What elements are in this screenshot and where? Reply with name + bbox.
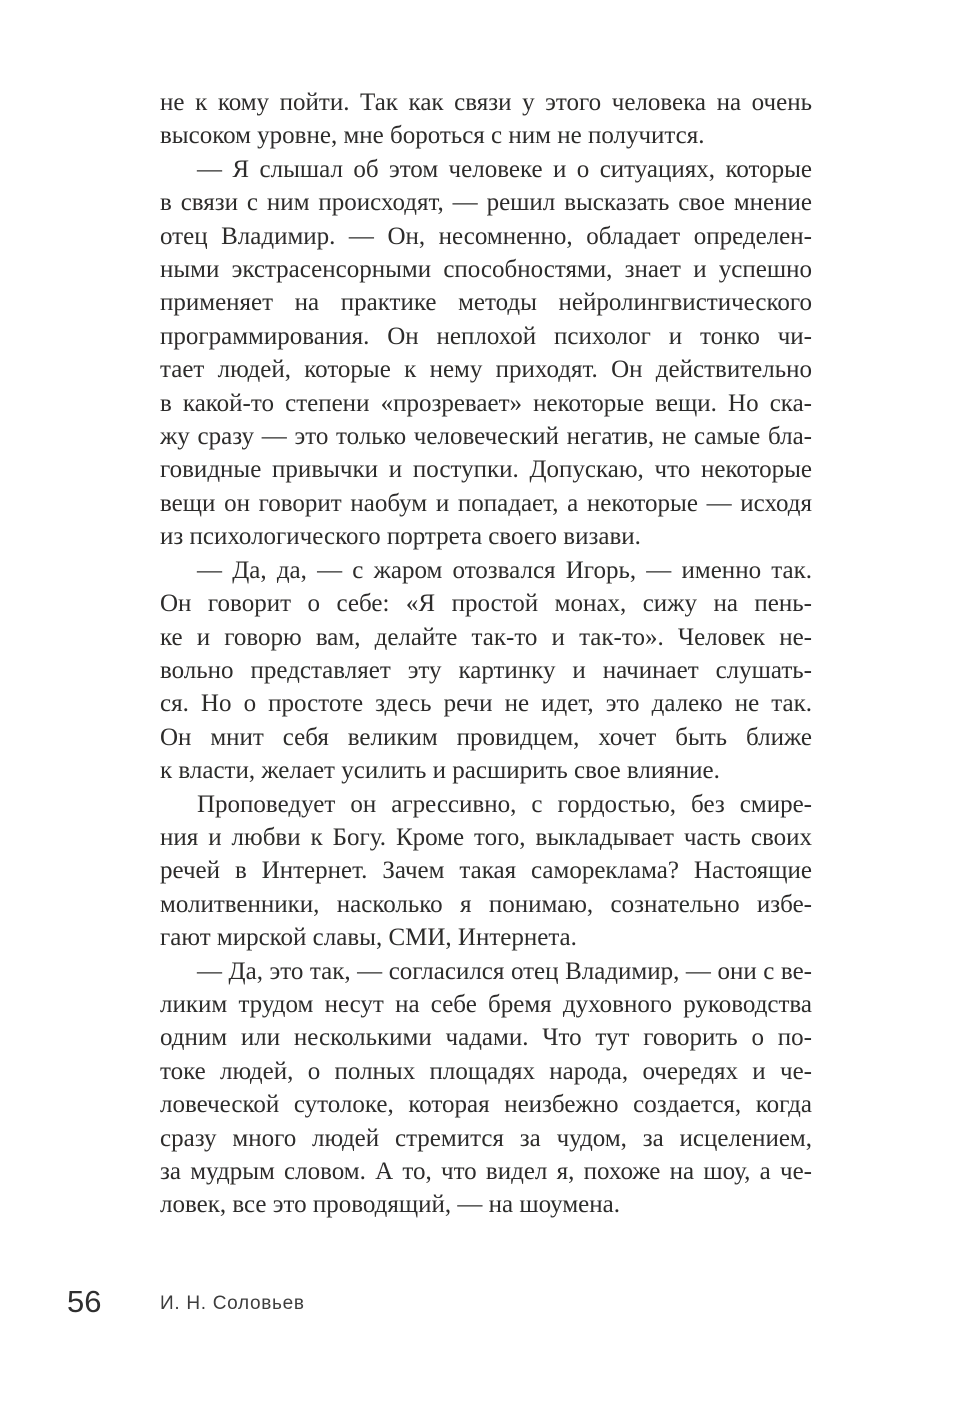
paragraph	[160, 153, 812, 554]
text-line: в связи с ним происходят, — решил высказать свое мнение	[160, 189, 812, 217]
text-line: за мудрым словом. А то, что видел я, похоже на шоу, а че-	[160, 1158, 812, 1185]
text-line: ке и говорю вам, делайте так-то и так-то». Человек не-	[160, 623, 812, 651]
running-head: И. Н. Соловьев	[160, 1293, 305, 1314]
paragraph	[160, 554, 812, 788]
text-line: жу сразу — это только человеческий негатив, не самые бла-	[160, 423, 812, 451]
text-line: вещи он говорит наобум и попадает, а некоторые — исходя	[160, 489, 812, 517]
text-line: Проповедует он агрессивно, с гордостью, без смире-	[197, 790, 812, 818]
text-line: ликим трудом несут на себе бремя духовного руководства	[160, 990, 812, 1018]
text-line: молитвенники, насколько я понимаю, сознательно избе-	[160, 890, 812, 918]
text-line: речей в Интернет. Зачем такая самореклама? Настоящие	[160, 857, 812, 885]
text-line: к власти, желает усилить и расширить свое влияние.	[160, 757, 720, 785]
text-line: ными экстрасенсорными способностями, знает и успешно	[160, 256, 812, 284]
text-line: ся. Но о простоте здесь речи не идет, это далеко не так.	[160, 690, 812, 718]
text-line: из психологического портрета своего визави.	[160, 523, 641, 551]
text-line: программирования. Он неплохой психолог и тонко чи-	[160, 322, 812, 350]
paragraph	[160, 86, 812, 153]
text-line: говидные привычки и поступки. Допускаю, что некоторые	[160, 456, 812, 484]
text-line: Он говорит о себе: «Я простой монах, сижу на пень-	[160, 590, 812, 618]
text-line: не к кому пойти. Так как связи у этого человека на очень	[160, 89, 812, 116]
text-line: — Да, да, — с жаром отозвался Игорь, — именно так.	[197, 556, 812, 584]
text-line: тает людей, которые к нему приходят. Он действительно	[160, 356, 812, 384]
text-line: высоком уровне, мне бороться с ним не получится.	[160, 122, 705, 150]
page-number: 56	[67, 1284, 102, 1319]
text-line: гают мирской славы, СМИ, Интернета.	[160, 924, 577, 952]
text-line: ния и любви к Богу. Кроме того, выкладывает часть своих	[160, 823, 812, 851]
paragraph	[160, 788, 812, 955]
text-line: — Я слышал об этом человеке и о ситуациях, которые	[197, 155, 812, 183]
text-line: сразу много людей стремится за чудом, за исцелением,	[160, 1124, 812, 1152]
text-line: в какой-то степени «прозревает» некоторые вещи. Но ска-	[160, 389, 812, 417]
text-line: — Да, это так, — согласился отец Владимир, — они с ве-	[197, 957, 812, 985]
page-text	[160, 86, 812, 1222]
text-line: Он мнит себя великим провидцем, хочет быть ближе	[160, 723, 812, 751]
text-line: вольно представляет эту картинку и начинает слушать-	[160, 656, 812, 684]
text-line: применяет на практике методы нейролингвистического	[160, 289, 812, 317]
text-line: ловек, все это проводящий, — на шоумена.	[160, 1191, 620, 1219]
text-line: ловеческой сутолоке, которая неизбежно создается, когда	[160, 1091, 812, 1119]
paragraph	[160, 955, 812, 1222]
text-line: одним или несколькими чадами. Что тут говорить о по-	[160, 1024, 812, 1052]
text-line: отец Владимир. — Он, несомненно, обладает определен-	[160, 222, 812, 250]
text-line: токе людей, о полных площадях народа, очередях и че-	[160, 1057, 812, 1085]
